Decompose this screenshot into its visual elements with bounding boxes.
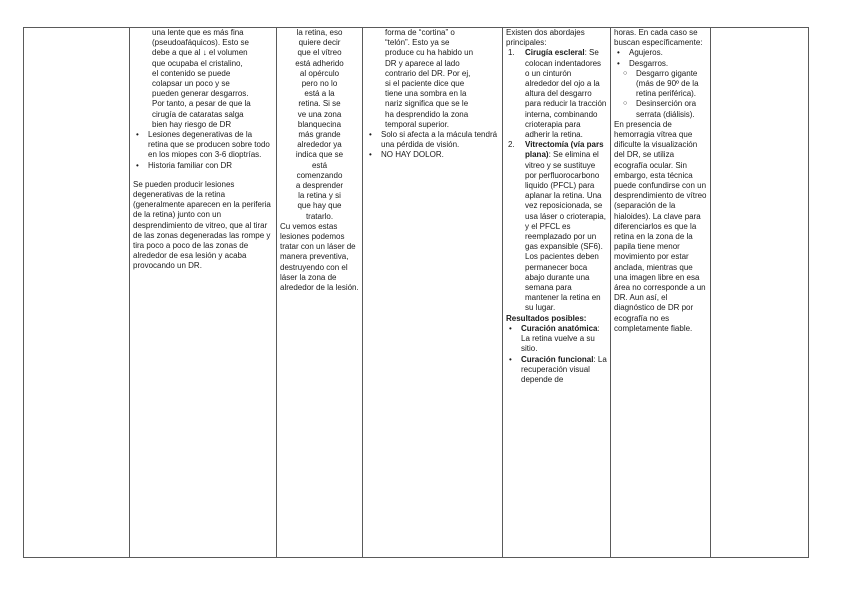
list-item: • Historia familiar con DR: [133, 161, 273, 171]
causes-bullet-list: [133, 130, 273, 171]
text-line: colapsar un poco y se: [152, 79, 230, 89]
text-line: más grande: [298, 130, 341, 140]
text-line: pero no lo: [301, 79, 338, 89]
treatment-intro: Existen dos abordajes principales:: [506, 28, 585, 48]
table-cell-symptoms: [363, 28, 503, 558]
list-item-text: : Se elimina el vitreo y se sustituye por perfluorocarbono liquido (PFCL) para aplanar la retina. Una vez reposicionada, se usa láser o crioterapia, y el PFCL es reemplazado por un gas expansible (SF6). Los pacientes deben permanecer boca abajo durante una semana para mantener la retina en su lugar.: [525, 150, 606, 313]
text-line: está a la: [304, 89, 335, 99]
table-cell-prevention: [277, 28, 363, 558]
text-line: está adherido: [295, 58, 344, 68]
list-item-text: : La retina vuelve a su sitio.: [521, 323, 600, 354]
text-line: blanquecina: [297, 119, 342, 129]
list-item-title: Curación funcional: [521, 354, 594, 364]
list-item: [506, 48, 607, 140]
diagnosis-intro: horas. En cada caso se buscan específicamente:: [614, 28, 703, 48]
list-item-title: Curación anatómica: [521, 323, 598, 333]
list-item: • Lesiones degenerativas de la retina que se producen sobre todo en los miopes con 3-6 dioptrías.: [133, 130, 273, 161]
treatment-numbered-list: [506, 48, 607, 313]
text-line: contrario del DR. Por ej,: [385, 68, 471, 78]
list-item: [506, 140, 607, 313]
document-table: [23, 27, 809, 558]
list-item-title: Cirugía escleral: [525, 48, 585, 58]
table-cell-treatment: [503, 28, 611, 558]
diagnosis-bullet-list: [614, 48, 707, 68]
text-line: tratarlo.: [305, 211, 334, 221]
list-item-title: Vitrectomía (vía pars plana): [525, 140, 604, 160]
list-item: ○ Desgarro gigante (más de 90º de la retina periférica).: [614, 69, 707, 100]
text-line: DR y aparece al lado: [385, 58, 460, 68]
diagnosis-sub-list: [614, 69, 707, 120]
text-line: nariz significa que se le: [385, 99, 469, 109]
text-line: (pseudoafáquicos). Esto se: [152, 38, 249, 48]
text-line: produce cu ha habido un: [385, 48, 474, 58]
text-line: cirugía de cataratas salga: [152, 109, 244, 119]
text-line: que el vítreo: [297, 48, 342, 58]
text-line: la retina y si: [298, 191, 341, 201]
table-cell-diagnosis: [611, 28, 711, 558]
text-line: tiene una sombra en la: [385, 89, 467, 99]
text-line: temporal superior.: [385, 119, 450, 129]
table-cell-causes: [130, 28, 277, 558]
text-line: comenzando: [296, 170, 343, 180]
list-item-text: : La recuperación visual depende de: [521, 354, 607, 384]
text-line: alrededor ya: [297, 140, 342, 150]
results-heading: Resultados posibles:: [506, 313, 587, 323]
text-line: está: [311, 160, 328, 170]
text-line: al opérculo: [299, 68, 340, 78]
list-item-text: Agujeros.: [629, 48, 663, 58]
list-item: [614, 48, 707, 58]
text-line: que hay que: [297, 201, 342, 211]
list-item: [506, 324, 607, 355]
causes-paragraph: Se pueden producir lesiones degenerativas de la retina (generalmente aparecen en la periferia de la retina) junto con un desprendimiento de vitreo, que al tirar de las zonas degeneradas las rompe y tira poco a poco de las zonas de alrededor de esa lesión y acaba provocando un DR.: [133, 179, 271, 271]
table-row: [24, 28, 809, 558]
text-line: una lente que es más fina: [152, 28, 244, 37]
list-number: 2.: [508, 140, 515, 150]
symptoms-lead-text: [366, 28, 499, 130]
list-number: 1.: [508, 48, 515, 58]
text-line: si el paciente dice que: [385, 79, 465, 89]
list-item-text: : Se colocan indentadores o un cinturón alrededor del ojo a la altura del desgarro para reducir la tracción interna, combinando crioterapia para adherir la retina.: [525, 48, 607, 140]
text-line: indica que se: [295, 150, 344, 160]
list-item: ○ Desinserción ora serrata (diálisis).: [614, 99, 707, 119]
text-line: el contenido se puede: [152, 68, 231, 78]
list-item: [614, 59, 707, 69]
text-line: pueden generar desgarros.: [152, 89, 249, 99]
text-line: a desprender: [295, 181, 344, 191]
prevention-centered-text: [280, 28, 359, 222]
text-line: bien hay riesgo de DR: [152, 119, 232, 129]
prevention-paragraph: Cu vemos estas lesiones podemos tratar con un láser de manera preventiva, destruyendo con el láser la zona de alrededor de la lesión.: [280, 221, 359, 293]
results-bullet-list: [506, 324, 607, 385]
diagnosis-paragraph: En presencia de hemorragia vítrea que dificulte la visualización del DR, se utiliza ecografía ocular. Sin embargo, esta técnica puede confundirse con un desprendimiento de vítreo (separación de la hialoides). La clave para diferenciarlos es que la retina en la zona de la papila tiene menor movimiento por estar anclada, mientras que una imagen libre en esa área no corresponde a un DR. Aun así, el diagnóstico de DR por ecografía no es completamente fiable.: [614, 119, 707, 333]
causes-lead-text: [133, 28, 273, 130]
text-line: Por tanto, a pesar de que la: [152, 99, 251, 109]
list-item: • NO HAY DOLOR.: [366, 150, 499, 160]
text-line: debe a que al ↓ el volumen: [152, 48, 248, 58]
text-line: forma de “cortina” o: [385, 28, 455, 37]
text-line: ve una zona: [297, 109, 342, 119]
list-item: [506, 355, 607, 386]
text-line: que ocupaba el cristalino,: [152, 58, 243, 68]
text-line: quiere decir: [298, 38, 341, 48]
text-line: la retina, eso: [296, 28, 343, 37]
symptoms-bullet-list: [366, 130, 499, 161]
list-item: • Solo si afecta a la mácula tendrá una pérdida de visión.: [366, 130, 499, 150]
list-item-text: Desgarros.: [629, 58, 669, 68]
table-cell-empty-right: [711, 28, 809, 558]
text-line: “telón”. Esto ya se: [385, 38, 450, 48]
text-line: retina. Si se: [298, 99, 341, 109]
table-cell-empty-left: [24, 28, 130, 558]
text-line: ha desprendido la zona: [385, 109, 469, 119]
